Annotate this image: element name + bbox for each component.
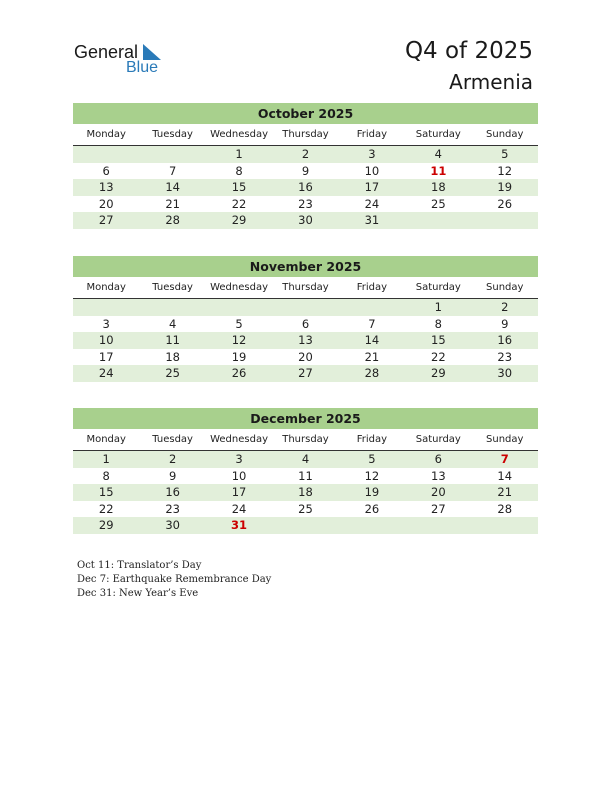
page-subtitle: Armenia bbox=[449, 70, 533, 94]
holiday-notes bbox=[77, 559, 271, 601]
date-cell: 27 bbox=[98, 213, 114, 227]
date-cell: 24 bbox=[364, 196, 380, 211]
weekday-label: Sunday bbox=[486, 434, 524, 445]
date-cell: 24 bbox=[231, 501, 247, 516]
date-cell: 22 bbox=[98, 501, 114, 516]
date-cell: 23 bbox=[165, 501, 180, 516]
date-cell: 27 bbox=[431, 501, 446, 516]
date-cell: 16 bbox=[497, 333, 513, 347]
date-cell bbox=[339, 299, 405, 316]
date-cell: 28 bbox=[497, 501, 513, 516]
date-cell: 19 bbox=[231, 349, 247, 364]
date-cell: 4 bbox=[301, 452, 310, 466]
week-row bbox=[73, 316, 538, 333]
date-cell: 25 bbox=[431, 196, 446, 211]
holiday-note: Oct 11: Translator’s Day bbox=[77, 560, 202, 571]
date-cell: 2 bbox=[168, 452, 177, 466]
week-row bbox=[73, 146, 538, 163]
week-row bbox=[73, 299, 538, 316]
date-cell: 29 bbox=[431, 366, 446, 380]
date-cell bbox=[405, 517, 471, 534]
week-row bbox=[73, 517, 538, 534]
weekday-label: Saturday bbox=[415, 434, 461, 445]
holiday-date-cell: 7 bbox=[500, 452, 509, 466]
weekday-label: Tuesday bbox=[152, 282, 193, 293]
date-cell: 10 bbox=[98, 333, 114, 347]
date-cell: 1 bbox=[434, 300, 442, 314]
date-cell: 15 bbox=[431, 333, 446, 347]
date-cell: 16 bbox=[165, 485, 180, 499]
date-cell bbox=[472, 212, 538, 229]
date-cell: 26 bbox=[364, 501, 380, 516]
weekday-label: Monday bbox=[86, 282, 126, 293]
holiday-note: Dec 7: Earthquake Remembrance Day bbox=[77, 574, 272, 585]
weekday-label: Tuesday bbox=[152, 434, 193, 445]
week-row bbox=[73, 365, 538, 382]
date-cell: 23 bbox=[497, 349, 513, 364]
weekday-label: Friday bbox=[356, 282, 388, 293]
date-cell: 23 bbox=[298, 196, 313, 211]
date-cell: 5 bbox=[501, 147, 509, 161]
date-cell: 26 bbox=[497, 196, 513, 211]
date-cell: 19 bbox=[364, 485, 380, 499]
holiday-date-cell: 31 bbox=[231, 518, 248, 532]
month-title: October 2025 bbox=[73, 103, 538, 124]
date-cell: 12 bbox=[497, 163, 513, 178]
month-title: December 2025 bbox=[73, 408, 538, 429]
date-cell: 27 bbox=[298, 366, 313, 380]
date-cell: 29 bbox=[98, 518, 114, 532]
page-title: Q4 of 2025 bbox=[404, 38, 533, 64]
date-cell: 16 bbox=[298, 180, 313, 194]
weekday-header-row bbox=[73, 126, 538, 146]
date-cell bbox=[272, 517, 338, 534]
holiday-date-cell: 11 bbox=[430, 163, 447, 178]
weekday-label: Wednesday bbox=[210, 434, 268, 445]
date-cell: 8 bbox=[102, 468, 110, 483]
date-cell: 11 bbox=[298, 468, 313, 483]
date-cell: 30 bbox=[165, 518, 180, 532]
weekday-label: Thursday bbox=[282, 129, 329, 140]
date-cell: 18 bbox=[431, 180, 446, 194]
date-cell: 28 bbox=[364, 366, 380, 380]
weekday-label: Thursday bbox=[282, 434, 329, 445]
week-row bbox=[73, 179, 538, 196]
date-cell bbox=[272, 299, 338, 316]
date-cell: 9 bbox=[301, 163, 310, 178]
date-cell: 31 bbox=[364, 213, 380, 227]
date-cell: 17 bbox=[364, 180, 380, 194]
date-cell: 21 bbox=[497, 485, 513, 499]
weekday-label: Friday bbox=[356, 129, 388, 140]
date-cell: 26 bbox=[231, 366, 247, 380]
weekday-label: Sunday bbox=[486, 282, 524, 293]
date-cell: 8 bbox=[235, 163, 243, 178]
date-cell: 7 bbox=[368, 316, 376, 331]
date-cell: 14 bbox=[165, 180, 180, 194]
date-cell bbox=[339, 517, 405, 534]
date-cell: 7 bbox=[168, 163, 177, 178]
weekday-label: Saturday bbox=[415, 129, 461, 140]
weekday-header-row bbox=[73, 431, 538, 451]
date-cell bbox=[73, 299, 139, 316]
date-cell: 10 bbox=[364, 163, 380, 178]
date-cell: 17 bbox=[98, 349, 114, 364]
date-cell: 20 bbox=[431, 485, 446, 499]
date-cell: 20 bbox=[98, 196, 114, 211]
date-cell bbox=[405, 212, 471, 229]
date-cell: 13 bbox=[298, 333, 313, 347]
date-cell: 15 bbox=[231, 180, 247, 194]
month-december bbox=[73, 408, 538, 534]
date-cell: 3 bbox=[235, 452, 243, 466]
date-cell: 5 bbox=[368, 452, 376, 466]
date-cell: 3 bbox=[368, 147, 376, 161]
date-cell: 25 bbox=[165, 366, 180, 380]
week-row bbox=[73, 349, 538, 366]
date-cell: 1 bbox=[102, 452, 110, 466]
date-cell: 12 bbox=[231, 333, 247, 347]
week-row bbox=[73, 196, 538, 213]
date-cell: 14 bbox=[364, 333, 380, 347]
weekday-label: Wednesday bbox=[210, 129, 268, 140]
date-cell: 30 bbox=[298, 213, 313, 227]
holiday-note: Dec 31: New Year’s Eve bbox=[77, 588, 199, 599]
date-cell: 3 bbox=[102, 316, 110, 331]
date-cell: 21 bbox=[364, 349, 380, 364]
date-cell: 12 bbox=[364, 468, 380, 483]
weekday-label: Monday bbox=[86, 129, 126, 140]
month-october bbox=[73, 103, 538, 229]
date-cell: 6 bbox=[301, 316, 310, 331]
weekday-label: Sunday bbox=[486, 129, 524, 140]
date-cell: 30 bbox=[497, 366, 513, 380]
week-row bbox=[73, 332, 538, 349]
date-cell: 20 bbox=[298, 349, 313, 364]
weekday-header-row bbox=[73, 279, 538, 299]
date-cell bbox=[472, 517, 538, 534]
date-cell: 19 bbox=[497, 180, 513, 194]
date-cell bbox=[206, 299, 272, 316]
date-cell: 1 bbox=[235, 147, 243, 161]
logo-text-blue: Blue bbox=[126, 59, 159, 76]
date-cell: 6 bbox=[102, 163, 110, 178]
date-cell: 21 bbox=[165, 196, 180, 211]
date-cell: 14 bbox=[497, 468, 513, 483]
weekday-label: Monday bbox=[86, 434, 126, 445]
date-cell: 25 bbox=[298, 501, 313, 516]
date-cell: 22 bbox=[231, 196, 247, 211]
date-cell: 13 bbox=[431, 468, 446, 483]
week-row bbox=[73, 468, 538, 485]
date-cell: 13 bbox=[98, 180, 114, 194]
week-row bbox=[73, 501, 538, 518]
date-cell: 4 bbox=[434, 147, 442, 161]
date-cell: 10 bbox=[231, 468, 247, 483]
date-cell: 18 bbox=[165, 349, 180, 364]
date-cell: 2 bbox=[301, 147, 310, 161]
week-row bbox=[73, 212, 538, 229]
date-cell: 6 bbox=[434, 452, 442, 466]
week-row bbox=[73, 484, 538, 501]
date-cell: 29 bbox=[231, 213, 247, 227]
weekday-label: Wednesday bbox=[210, 282, 268, 293]
weekday-label: Friday bbox=[356, 434, 388, 445]
weekday-label: Thursday bbox=[282, 282, 329, 293]
weekday-label: Saturday bbox=[415, 282, 461, 293]
month-title: November 2025 bbox=[73, 256, 538, 277]
date-cell: 9 bbox=[501, 316, 509, 331]
logo bbox=[74, 42, 174, 78]
weekday-label: Tuesday bbox=[152, 129, 193, 140]
date-cell: 9 bbox=[168, 468, 177, 483]
week-row bbox=[73, 163, 538, 180]
date-cell: 28 bbox=[165, 213, 180, 227]
date-cell: 22 bbox=[431, 349, 446, 364]
date-cell: 17 bbox=[231, 485, 247, 499]
date-cell: 18 bbox=[298, 485, 313, 499]
date-cell bbox=[139, 299, 205, 316]
date-cell bbox=[139, 146, 205, 163]
logo-text-general: General bbox=[74, 42, 139, 62]
date-cell: 5 bbox=[235, 316, 243, 331]
date-cell: 4 bbox=[168, 316, 177, 331]
date-cell: 2 bbox=[501, 300, 509, 314]
week-row bbox=[73, 451, 538, 468]
month-november bbox=[73, 256, 538, 382]
date-cell: 8 bbox=[434, 316, 442, 331]
date-cell: 15 bbox=[98, 485, 114, 499]
date-cell: 24 bbox=[98, 366, 114, 380]
date-cell: 11 bbox=[165, 333, 180, 347]
date-cell bbox=[73, 146, 139, 163]
